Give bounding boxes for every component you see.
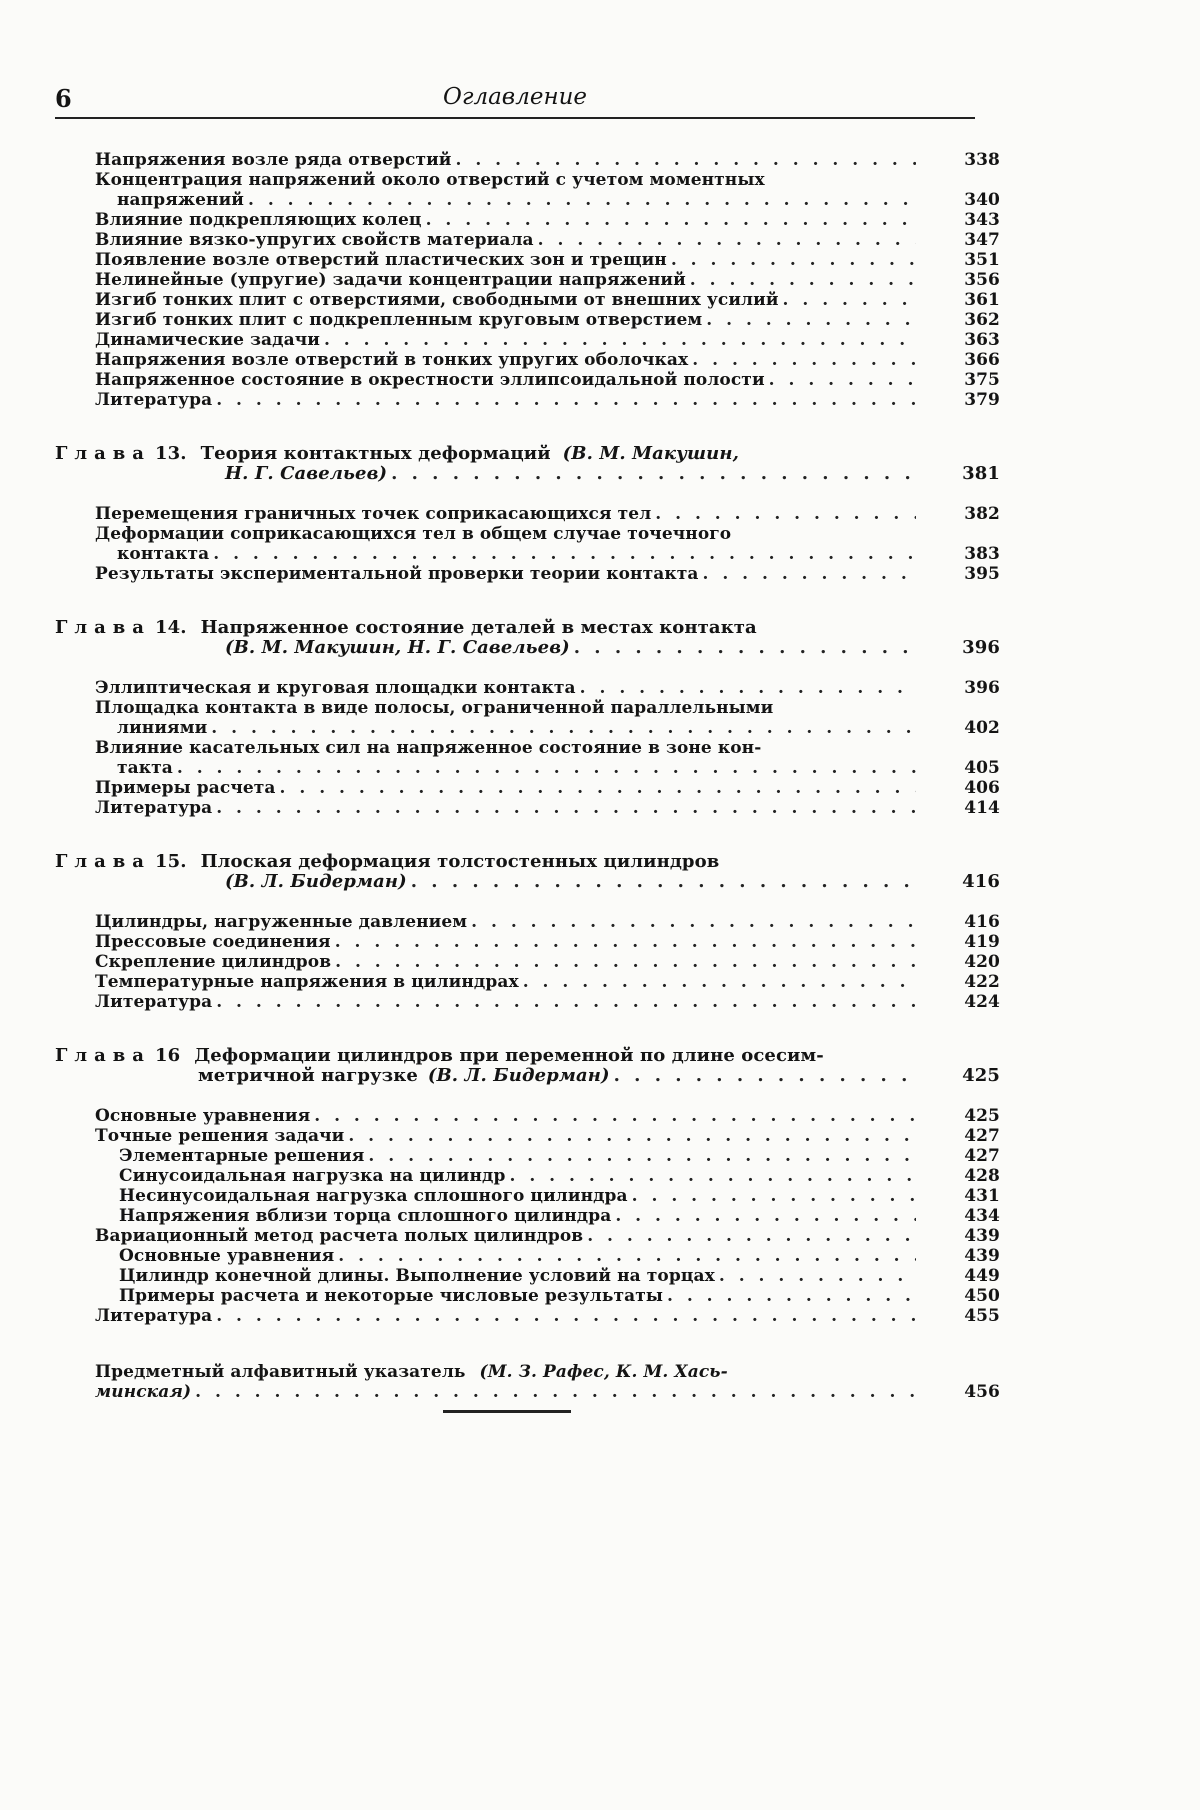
toc-entry (95, 932, 1000, 952)
chapter-entries (55, 678, 1000, 818)
dot-leader (671, 250, 916, 270)
entry-text: Синусоидальная нагрузка на цилиндр (119, 1166, 506, 1186)
toc-entry (95, 952, 1000, 972)
dot-leader (509, 1166, 916, 1186)
toc-entry (95, 330, 1000, 350)
entry-text: Влияние касательных сил на напряженное состояние в зоне кон- (95, 738, 762, 758)
chapter-authors: (В. Л. Бидерман) (427, 1065, 610, 1086)
dot-leader (706, 310, 916, 330)
toc-entry-line (95, 350, 1000, 370)
entry-text: Появление возле отверстий пластических зон и трещин (95, 250, 667, 270)
toc-entry (95, 270, 1000, 290)
chapter-authors: (В. Л. Бидерман) (225, 871, 407, 892)
page-ref: 414 (964, 798, 1000, 818)
page-ref: 402 (964, 718, 1000, 738)
dot-leader (411, 872, 916, 892)
toc-entry-line (119, 1266, 1000, 1286)
entry-text: Концентрация напряжений около отверстий с учетом моментных (95, 170, 765, 190)
entry-authors: (М. З. Рафес, К. М. Хась- (479, 1362, 728, 1382)
chapter-number: 16 (154, 1045, 181, 1066)
entry-text: Напряжения возле отверстий в тонких упругих оболочках (95, 350, 689, 370)
toc-entry (95, 210, 1000, 230)
toc-entry (95, 678, 1000, 698)
toc-entry-line (95, 370, 1000, 390)
entry-text: Несинусоидальная нагрузка сплошного цилиндра (119, 1186, 628, 1206)
toc-entry (119, 1146, 1000, 1166)
chapter-heading-line (55, 444, 995, 464)
page-header (55, 84, 975, 118)
entry-text: Литература (95, 390, 213, 410)
dot-leader (769, 370, 916, 390)
section-continuation (55, 150, 1000, 410)
chapter-entries (55, 1106, 1000, 1326)
page-ref: 363 (964, 330, 1000, 350)
chapter-number: 15. (154, 851, 187, 872)
page-ref: 420 (964, 952, 1000, 972)
toc-entry-line (119, 1246, 1000, 1266)
chapter-heading (55, 443, 1000, 484)
dot-leader (690, 270, 916, 290)
page-ref: 343 (964, 210, 1000, 230)
dot-leader (615, 1206, 916, 1226)
dot-leader (213, 544, 916, 564)
page-ref: 427 (964, 1126, 1000, 1146)
chapter-label: Глава (55, 617, 151, 638)
page-number: 6 (55, 84, 72, 113)
chapter-heading (55, 617, 1000, 658)
page-ref: 395 (964, 564, 1000, 584)
page-ref: 422 (964, 972, 1000, 992)
page-ref: 439 (964, 1226, 1000, 1246)
toc-entry-line (95, 992, 1000, 1012)
table-of-contents (55, 150, 1000, 1402)
toc-entry (95, 290, 1000, 310)
toc-entry (119, 1286, 1000, 1306)
toc-entry (95, 150, 1000, 170)
toc-entry-line (95, 1126, 1000, 1146)
chapter-heading-line (55, 1066, 1000, 1086)
toc-entry (95, 250, 1000, 270)
toc-entry-line (95, 1226, 1000, 1246)
chapter-number: 14. (154, 617, 187, 638)
page-ref: 340 (964, 190, 1000, 210)
entry-text: Площадка контакта в виде полосы, ограниченной параллельными (95, 698, 774, 718)
entry-text: Динамические задачи (95, 330, 320, 350)
page-ref: 456 (964, 1382, 1000, 1402)
chapter-title-continued: метричной нагрузке (198, 1065, 418, 1086)
dot-leader (719, 1266, 916, 1286)
toc-entry (95, 912, 1000, 932)
entry-text: Предметный алфавитный указатель (95, 1362, 466, 1382)
toc-entry (95, 992, 1000, 1012)
page-ref: 455 (964, 1306, 1000, 1326)
entry-text-continued: такта (117, 758, 173, 778)
entry-text: Влияние вязко-упругих свойств материала (95, 230, 534, 250)
chapter-number: 13. (154, 443, 187, 464)
toc-entry (95, 524, 1000, 564)
header-rule (55, 117, 975, 119)
chapter-heading (55, 851, 1000, 892)
toc-entry-line (95, 250, 1000, 270)
page-ref: 347 (964, 230, 1000, 250)
dot-leader (471, 912, 916, 932)
entry-text: Нелинейные (упругие) задачи концентрации напряжений (95, 270, 686, 290)
page-ref: 396 (962, 637, 1000, 658)
toc-entry (95, 170, 1000, 210)
toc-entry-line (95, 798, 1000, 818)
toc-entry (95, 350, 1000, 370)
entry-text: Литература (95, 798, 213, 818)
entry-text: Основные уравнения (95, 1106, 311, 1126)
toc-entry-line (95, 270, 1000, 290)
toc-entry (119, 1186, 1000, 1206)
index-entry (55, 1362, 1000, 1402)
page-ref: 351 (964, 250, 1000, 270)
entry-text-continued: напряжений (117, 190, 244, 210)
dot-leader (538, 230, 916, 250)
dot-leader (216, 992, 916, 1012)
dot-leader (702, 564, 916, 584)
page-ref: 356 (964, 270, 1000, 290)
toc-entry-line (95, 524, 1000, 544)
chapter-authors-continued: Н. Г. Савельев) (225, 463, 388, 484)
entry-text: Изгиб тонких плит с подкрепленным круговым отверстием (95, 310, 703, 330)
toc-entry-line (119, 1166, 1000, 1186)
page-ref: 416 (962, 871, 1000, 892)
toc-entry (95, 778, 1000, 798)
toc-entry-line (95, 952, 1000, 972)
chapter-entries (55, 504, 1000, 584)
page-ref: 383 (964, 544, 1000, 564)
page-ref: 450 (964, 1286, 1000, 1306)
toc-entry-line (95, 170, 1000, 190)
toc-entry-line (95, 718, 1000, 738)
entry-text: Эллиптическая и круговая площадки контакта (95, 678, 576, 698)
dot-leader (655, 504, 916, 524)
dot-leader (456, 150, 917, 170)
toc-entry (119, 1266, 1000, 1286)
entry-text: Вариационный метод расчета полых цилиндров (95, 1226, 584, 1246)
dot-leader (368, 1146, 916, 1166)
toc-entry-line (119, 1286, 1000, 1306)
entry-text: Изгиб тонких плит с отверстиями, свободными от внешних усилий (95, 290, 779, 310)
chapter-heading-line (55, 872, 1000, 892)
page-ref: 375 (964, 370, 1000, 390)
toc-entry (95, 230, 1000, 250)
entry-text: Влияние подкрепляющих колец (95, 210, 422, 230)
dot-leader (692, 350, 916, 370)
page-ref: 366 (964, 350, 1000, 370)
toc-entry (119, 1166, 1000, 1186)
dot-leader (314, 1106, 916, 1126)
page-ref: 425 (964, 1106, 1000, 1126)
toc-entry (95, 370, 1000, 390)
dot-leader (426, 210, 916, 230)
toc-entry (119, 1206, 1000, 1226)
toc-entry (119, 1246, 1000, 1266)
page-ref: 396 (964, 678, 1000, 698)
toc-entry-line (95, 330, 1000, 350)
entry-text: Литература (95, 992, 213, 1012)
entry-text: Примеры расчета и некоторые числовые результаты (119, 1286, 663, 1306)
page-ref: 424 (964, 992, 1000, 1012)
page-ref: 381 (962, 463, 1000, 484)
chapter-title: Напряженное состояние деталей в местах контакта (200, 617, 757, 638)
chapter-label: Глава (55, 851, 151, 872)
toc-entry-line (95, 932, 1000, 952)
chapter-heading-line (55, 1046, 995, 1066)
entry-authors-continued: минская) (95, 1382, 192, 1402)
toc-entry-line (119, 1146, 1000, 1166)
chapter-authors: (В. М. Макушин, Н. Г. Савельев) (225, 637, 570, 658)
page-ref: 434 (964, 1206, 1000, 1226)
dot-leader (177, 758, 916, 778)
dot-leader (391, 464, 916, 484)
toc-entry-line (95, 678, 1000, 698)
dot-leader (348, 1126, 916, 1146)
dot-leader (211, 718, 916, 738)
entry-text: Точные решения задачи (95, 1126, 345, 1146)
chapter-heading (55, 1045, 1000, 1086)
page-ref: 428 (964, 1166, 1000, 1186)
entry-text: Прессовые соединения (95, 932, 331, 952)
toc-entry (95, 972, 1000, 992)
chapter-heading-line (55, 852, 995, 872)
entry-text: Напряжения возле ряда отверстий (95, 150, 452, 170)
dot-leader (324, 330, 916, 350)
entry-text: Скрепление цилиндров (95, 952, 332, 972)
dot-leader (335, 932, 916, 952)
running-title: Оглавление (442, 84, 588, 110)
toc-entry-line (95, 1362, 1000, 1382)
dot-leader (614, 1066, 916, 1086)
dot-leader (280, 778, 916, 798)
dot-leader (783, 290, 916, 310)
toc-entry-line (95, 698, 1000, 718)
toc-entry-line (95, 778, 1000, 798)
toc-entry (95, 390, 1000, 410)
toc-entry-line (119, 1186, 1000, 1206)
page-ref: 361 (964, 290, 1000, 310)
toc-entry-line (95, 1306, 1000, 1326)
entry-text: Напряжения вблизи торца сплошного цилиндра (119, 1206, 612, 1226)
dot-leader (216, 798, 916, 818)
toc-entry (95, 504, 1000, 524)
toc-entry-line (95, 912, 1000, 932)
dot-leader (667, 1286, 916, 1306)
toc-entry-line (95, 972, 1000, 992)
chapter-title: Теория контактных деформаций (200, 443, 551, 464)
dot-leader (587, 1226, 916, 1246)
entry-text: Элементарные решения (119, 1146, 365, 1166)
chapter-heading-line (55, 638, 1000, 658)
page-ref: 338 (964, 150, 1000, 170)
toc-entry-line (119, 1206, 1000, 1226)
dot-leader (248, 190, 916, 210)
entry-text: Основные уравнения (119, 1246, 335, 1266)
chapter-label: Глава (55, 1045, 151, 1066)
toc-entry-line (95, 504, 1000, 524)
dot-leader (335, 952, 916, 972)
chapter-label: Глава (55, 443, 151, 464)
chapters (55, 443, 1000, 1402)
entry-text: Напряженное состояние в окрестности эллипсоидальной полости (95, 370, 765, 390)
toc-entry-line (95, 758, 1000, 778)
dot-leader (195, 1382, 916, 1402)
page-ref: 425 (962, 1065, 1000, 1086)
entry-text: Деформации соприкасающихся тел в общем случае точечного (95, 524, 732, 544)
toc-entry (95, 564, 1000, 584)
toc-entry-line (95, 210, 1000, 230)
page-ref: 379 (964, 390, 1000, 410)
entry-text-continued: линиями (117, 718, 208, 738)
entry-text: Температурные напряжения в цилиндрах (95, 972, 519, 992)
dot-leader (574, 638, 916, 658)
dot-leader (338, 1246, 916, 1266)
toc-entry-line (95, 1106, 1000, 1126)
entry-text: Цилиндры, нагруженные давлением (95, 912, 468, 932)
chapter-heading-line (55, 464, 1000, 484)
entry-text: Результаты экспериментальной проверки теории контакта (95, 564, 699, 584)
entry-text: Перемещения граничных точек соприкасающихся тел (95, 504, 652, 524)
entry-text: Цилиндр конечной длины. Выполнение условий на торцах (119, 1266, 715, 1286)
toc-entry-line (95, 544, 1000, 564)
page-ref: 439 (964, 1246, 1000, 1266)
page-ref: 406 (964, 778, 1000, 798)
page-ref: 362 (964, 310, 1000, 330)
toc-entry-line (95, 290, 1000, 310)
toc-entry-line (95, 310, 1000, 330)
toc-entry (95, 1226, 1000, 1246)
toc-entry-line (95, 150, 1000, 170)
entry-text: Литература (95, 1306, 213, 1326)
page-ref: 419 (964, 932, 1000, 952)
page-ref: 382 (964, 504, 1000, 524)
dot-leader (523, 972, 916, 992)
toc-entry-line (95, 738, 1000, 758)
toc-entry-line (95, 230, 1000, 250)
toc-entry (95, 798, 1000, 818)
chapter-title: Плоская деформация толстостенных цилиндров (200, 851, 720, 872)
page-ref: 416 (964, 912, 1000, 932)
toc-entry (95, 1306, 1000, 1326)
page-ref: 427 (964, 1146, 1000, 1166)
toc-entry (95, 310, 1000, 330)
toc-entry (95, 738, 1000, 778)
toc-entry-line (95, 1382, 1000, 1402)
toc-entry-line (95, 390, 1000, 410)
dot-leader (216, 1306, 916, 1326)
dot-leader (632, 1186, 916, 1206)
page-ref: 405 (964, 758, 1000, 778)
entry-text: Примеры расчета (95, 778, 276, 798)
dot-leader (580, 678, 916, 698)
toc-entry-line (95, 564, 1000, 584)
toc-entry (95, 1126, 1000, 1146)
toc-entry (95, 1106, 1000, 1126)
chapter-entries (55, 912, 1000, 1012)
end-rule (443, 1410, 571, 1413)
toc-entry (95, 698, 1000, 738)
chapter-title: Деформации цилиндров при переменной по длине осесим- (194, 1045, 824, 1066)
chapter-heading-line (55, 618, 995, 638)
toc-entry-line (95, 190, 1000, 210)
chapter-authors: (В. М. Макушин, (562, 443, 739, 464)
page-ref: 431 (964, 1186, 1000, 1206)
page-ref: 449 (964, 1266, 1000, 1286)
dot-leader (216, 390, 916, 410)
entry-text-continued: контакта (117, 544, 210, 564)
